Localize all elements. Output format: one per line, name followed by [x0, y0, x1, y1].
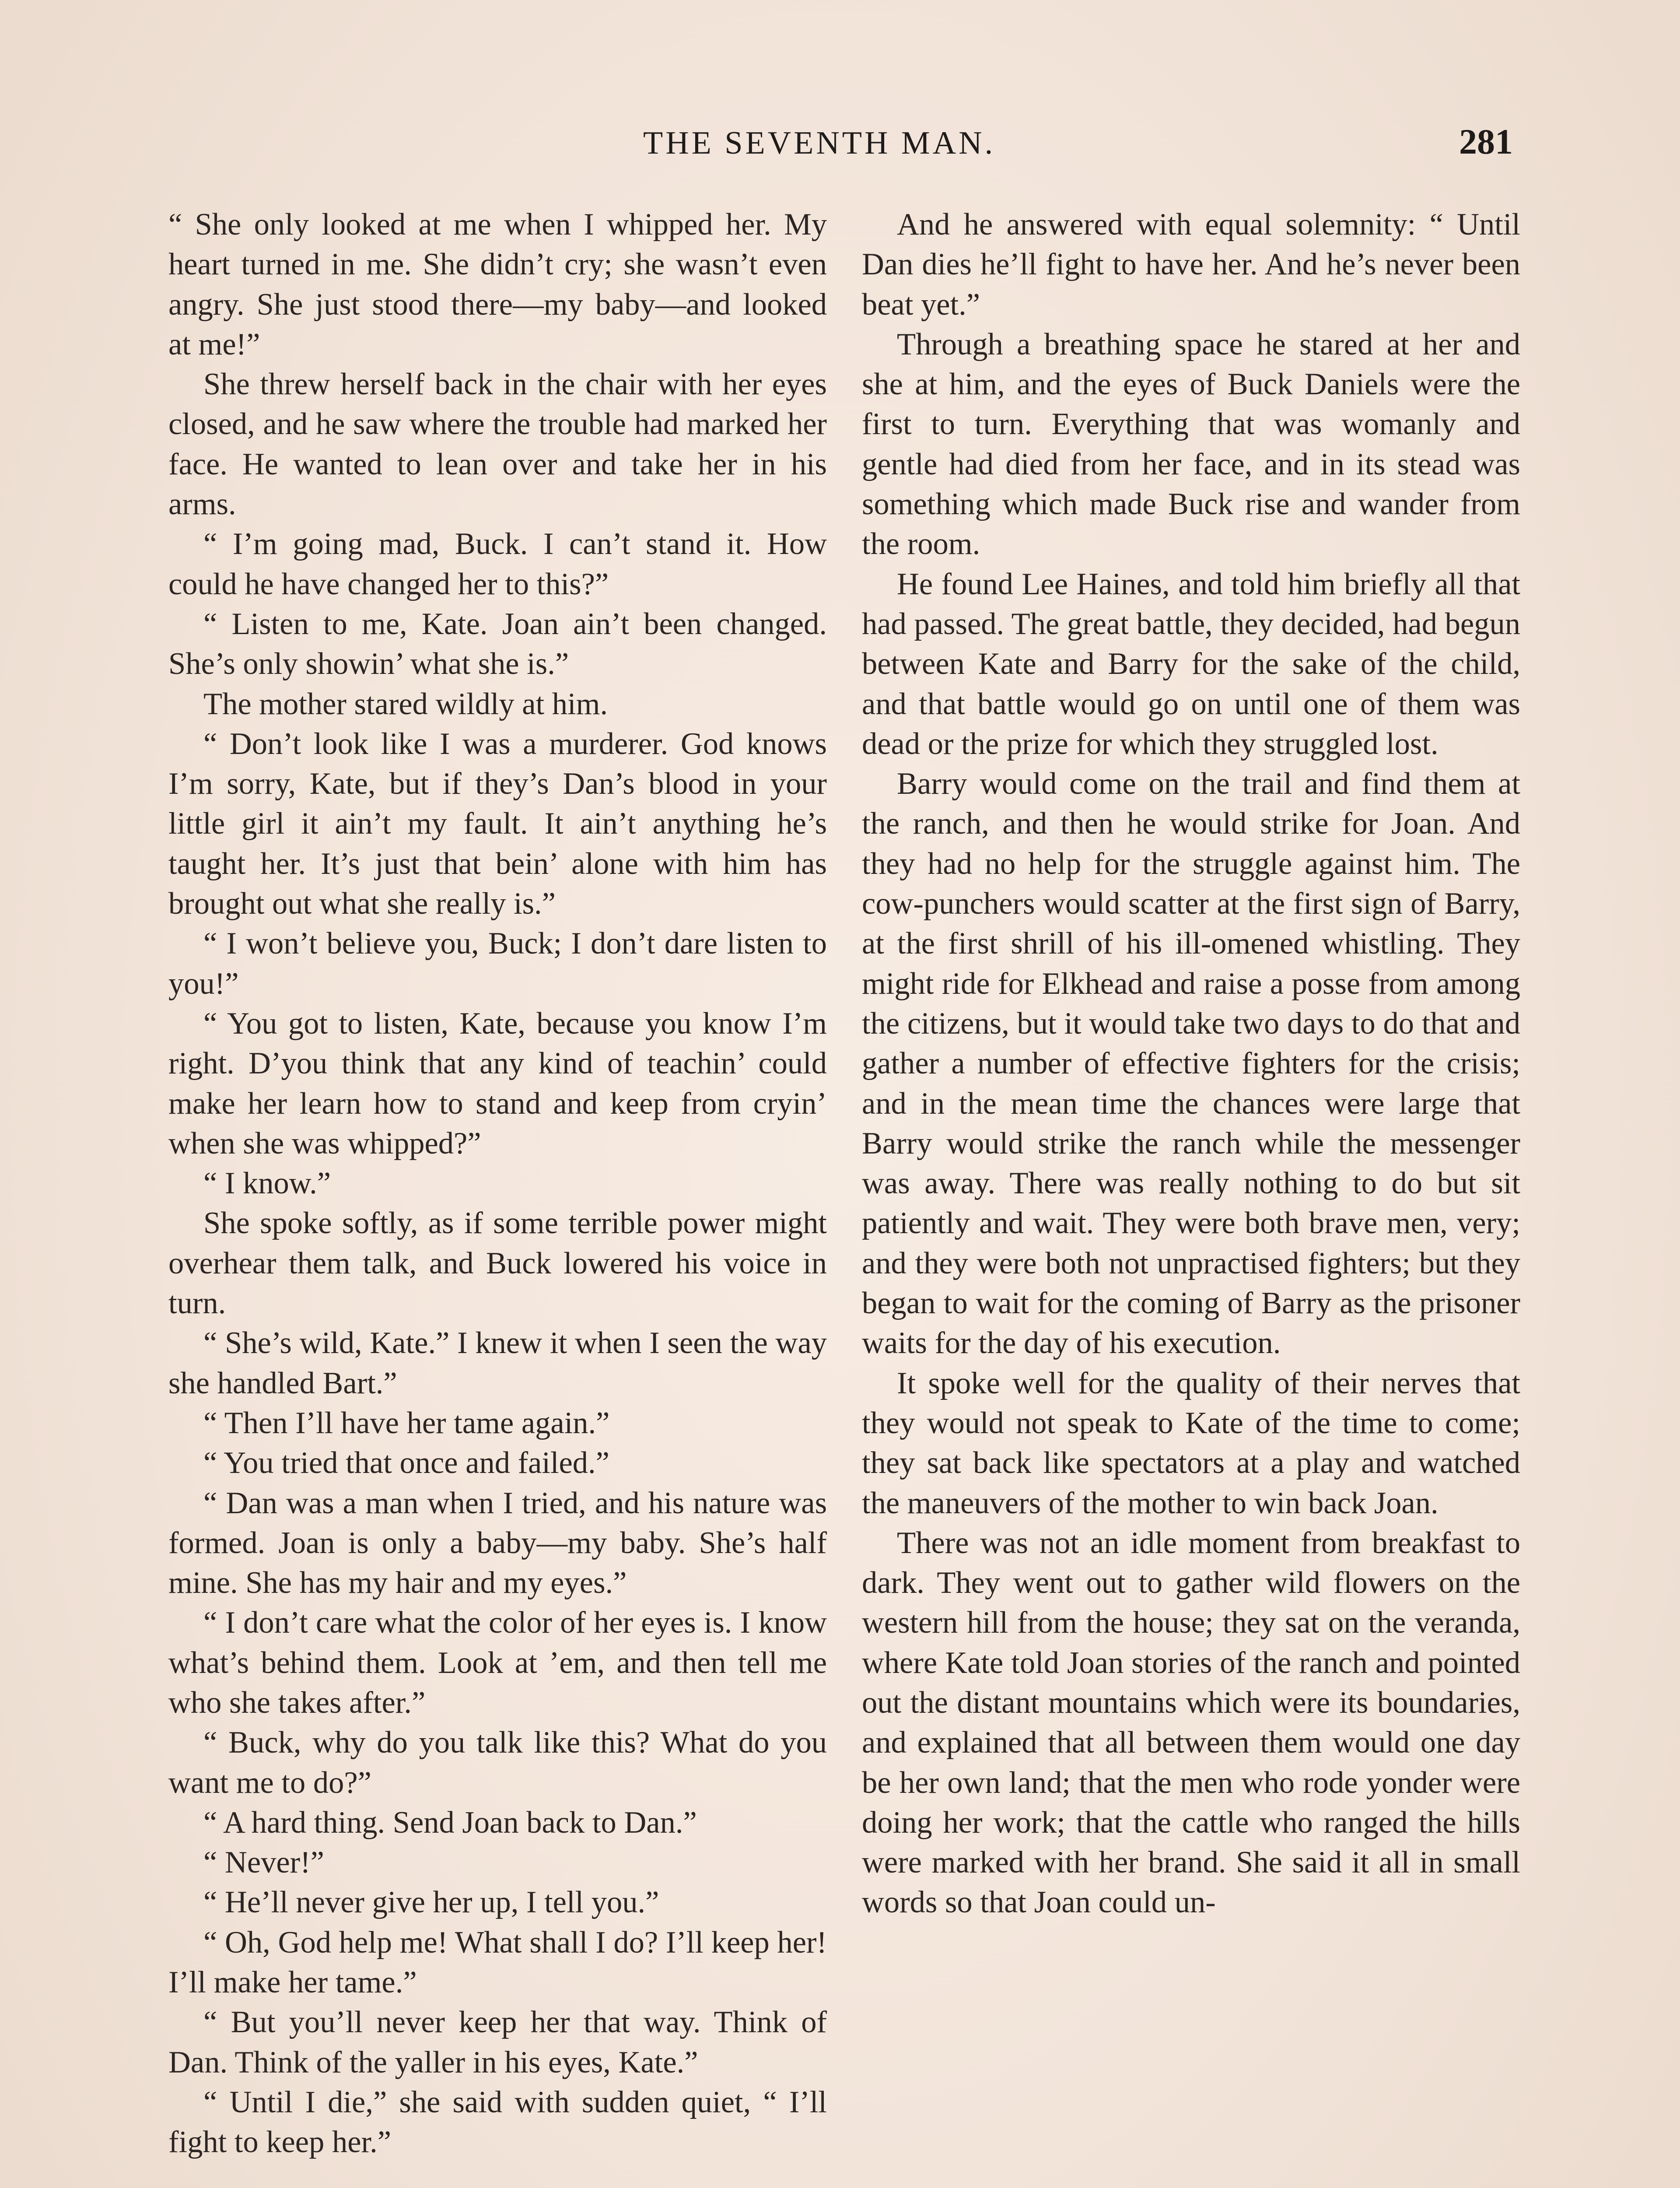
- running-head: [0, 122, 1680, 173]
- page-number: 281: [1459, 122, 1513, 161]
- paragraph: He found Lee Haines, and told him briefly all that had passed. The great battle, they decided, had begun between Kate and Barry for the sake of the child, and that battle would go on until one of them was dead or the prize for which they struggled lost.: [862, 567, 1520, 761]
- paragraph: “ She’s wild, Kate.” I knew it when I seen the way she handled Bart.”: [168, 1326, 827, 1400]
- paragraph: “ But you’ll never keep her that way. Think of Dan. Think of the yaller in his eyes, Kate.”: [168, 2005, 827, 2079]
- paragraph: “ Buck, why do you talk like this? What do you want me to do?”: [168, 1725, 827, 1800]
- paragraph: “ Then I’ll have her tame again.”: [203, 1406, 610, 1440]
- paragraph: “ She only looked at me when I whipped her. My heart turned in me. She didn’t cry; she wasn’t even angry. She just stood there—my baby—and looked at me!”: [168, 207, 827, 361]
- right-text-column: [862, 205, 1520, 1923]
- paragraph: “ You got to listen, Kate, because you know I’m right. D’you think that any kind of teachin’ could make her learn how to stand and keep from cryin’ when she was whipped?”: [168, 1006, 827, 1161]
- paragraph: “ I won’t believe you, Buck; I don’t dare listen to you!”: [168, 926, 827, 1001]
- paragraph: “ A hard thing. Send Joan back to Dan.”: [203, 1805, 697, 1840]
- paragraph: “ I know.”: [203, 1166, 331, 1201]
- paragraph: “ Don’t look like I was a murderer. God knows I’m sorry, Kate, but if they’s Dan’s blood in your little girl it ain’t my fault. It ain’t anything he’s taught her. It’s just that bein’ alone with him has brought out what she really is.”: [168, 726, 827, 921]
- paragraph: “ Listen to me, Kate. Joan ain’t been changed. She’s only showin’ what she is.”: [168, 607, 827, 681]
- paragraph: “ Dan was a man when I tried, and his nature was formed. Joan is only a baby—my baby. She’s half mine. She has my hair and my eyes.”: [168, 1486, 827, 1600]
- paragraph: Barry would come on the trail and find them at the ranch, and then he would strike for Joan. And they had no help for the struggle against him. The cow-punchers would scatter at the first sign of Barry, at the first shrill of his ill-omened whistling. They might ride for Elkhead and raise a posse from among the citizens, but it would take two days to do that and gather a number of effective fighters for the crisis; and in the mean time the chances were large that Barry would strike the ranch while the messenger was away. There was really nothing to do but sit patiently and wait. They were both brave men, very; and they were both not unpractised fighters; but they began to wait for the coming of Barry as the prisoner waits for the day of his execution.: [862, 767, 1520, 1360]
- paragraph: “ You tried that once and failed.”: [203, 1446, 609, 1480]
- paragraph: “ Until I die,” she said with sudden quiet, “ I’ll fight to keep her.”: [168, 2085, 827, 2160]
- paragraph: There was not an idle moment from breakfast to dark. They went out to gather wild flowers on the western hill from the house; they sat on the veranda, where Kate told Joan stories of the ranch and pointed out the distant mountains which were its boundaries, and explained that all between them would one day be her own land; that the men who rode yonder were doing her work; that the cattle who ranged the hills were marked with her brand. She said it all in small words so that Joan could un-: [862, 1525, 1520, 1920]
- paragraph: And he answered with equal solemnity: “ Until Dan dies he’ll fight to have her. And he’s never been beat yet.”: [862, 207, 1520, 322]
- paragraph: “ I’m going mad, Buck. I can’t stand it. How could he have changed her to this?”: [168, 527, 827, 601]
- paragraph: She threw herself back in the chair with her eyes closed, and he saw where the trouble had marked her face. He wanted to lean over and take her in his arms.: [168, 367, 827, 522]
- paragraph: Through a breathing space he stared at her and she at him, and the eyes of Buck Daniels were the first to turn. Everything that was womanly and gentle had died from her face, and in its stead was something which made Buck rise and wander from the room.: [862, 327, 1520, 561]
- paragraph: “ He’ll never give her up, I tell you.”: [203, 1885, 659, 1920]
- paragraph: The mother stared wildly at him.: [203, 687, 608, 721]
- running-title: THE SEVENTH MAN.: [643, 125, 996, 161]
- paragraph: She spoke softly, as if some terrible power might overhear them talk, and Buck lowered his voice in turn.: [168, 1206, 827, 1321]
- paragraph: “ Never!”: [203, 1845, 324, 1880]
- paragraph: It spoke well for the quality of their nerves that they would not speak to Kate of the time to come; they sat back like spectators at a play and watched the maneuvers of the mother to win back Joan.: [862, 1366, 1520, 1520]
- paragraph: “ Oh, God help me! What shall I do? I’ll keep her! I’ll make her tame.”: [168, 1925, 827, 2000]
- paragraph: “ I don’t care what the color of her eyes is. I know what’s behind them. Look at ’em, and then tell me who she takes after.”: [168, 1606, 827, 1720]
- left-text-column: [168, 205, 827, 2163]
